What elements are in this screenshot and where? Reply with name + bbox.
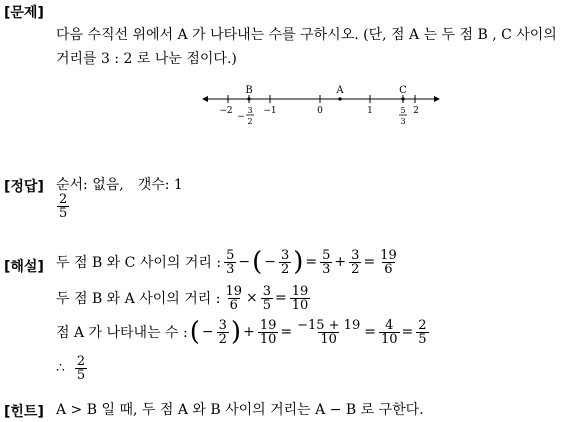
problem-line-1: 다음 수직선 위에서 A 가 나타내는 수를 구하시오. (단, 점 A 는 두 점 B , C 사이의: [56, 27, 557, 43]
tick-label-m2: −2: [219, 106, 233, 116]
tick-label-m3-2-sign: −: [237, 112, 245, 122]
hint-tag: [힌트]: [4, 404, 44, 420]
tick-label-m1: −1: [263, 106, 277, 116]
answer-fraction: $\frac{2}{5}$: [59, 192, 68, 221]
explanation-line-3: 점 A 가 나타내는 수 : ( − $\frac{3}{2}$ ) + $\frac{19}{10}$ = $\frac{-15 + 19}{10}$ = $\frac{4}{10}$ = $\frac{2}{5}$: [56, 317, 427, 347]
label-b: B: [245, 85, 253, 96]
point-b-dot: [247, 97, 250, 100]
problem-line-2: 거리를 3 : 2 로 나눈 점이다.): [56, 51, 237, 67]
hint-line: A > B 일 때, 두 점 A 와 B 사이의 거리는 A − B 로 구한다.: [56, 402, 424, 418]
tick-label-m3-2-num: 3: [247, 106, 253, 115]
point-c-dot: [401, 97, 404, 100]
explanation-line-1: 두 점 B 와 C 사이의 거리 : $\frac{5}{3}$ − ( − $\frac{3}{2}$ ) = $\frac{5}{3}$ + $\frac{3}{2}$ = $\frac{19}{6}$: [56, 247, 397, 277]
problem-tag: [문제]: [4, 5, 44, 21]
tick-label-2: 2: [413, 106, 419, 116]
explanation-line-2: 두 점 B 와 A 사이의 거리 : $\frac{19}{6}$ × $\frac{3}{5}$ = $\frac{19}{10}$: [56, 283, 309, 313]
therefore-symbol: ∴: [56, 360, 65, 376]
point-a-dot: [338, 97, 341, 100]
explanation-tag: [해설]: [4, 259, 44, 275]
answer-tag: [정답]: [4, 179, 44, 195]
tick-label-0: 0: [317, 106, 323, 116]
label-c: C: [399, 85, 407, 96]
explanation-conclusion: ∴ $\frac{2}{5}$: [56, 353, 86, 383]
tick-label-1: 1: [367, 106, 373, 116]
number-line: [200, 82, 445, 130]
tick-label-5-3-num: 5: [400, 106, 406, 115]
tick-label-5-3-den: 3: [400, 117, 406, 126]
tick-label-m3-2-den: 2: [247, 117, 253, 126]
answer-line: 순서: 없음, 갯수: 1: [56, 177, 183, 193]
label-a: A: [336, 85, 344, 96]
